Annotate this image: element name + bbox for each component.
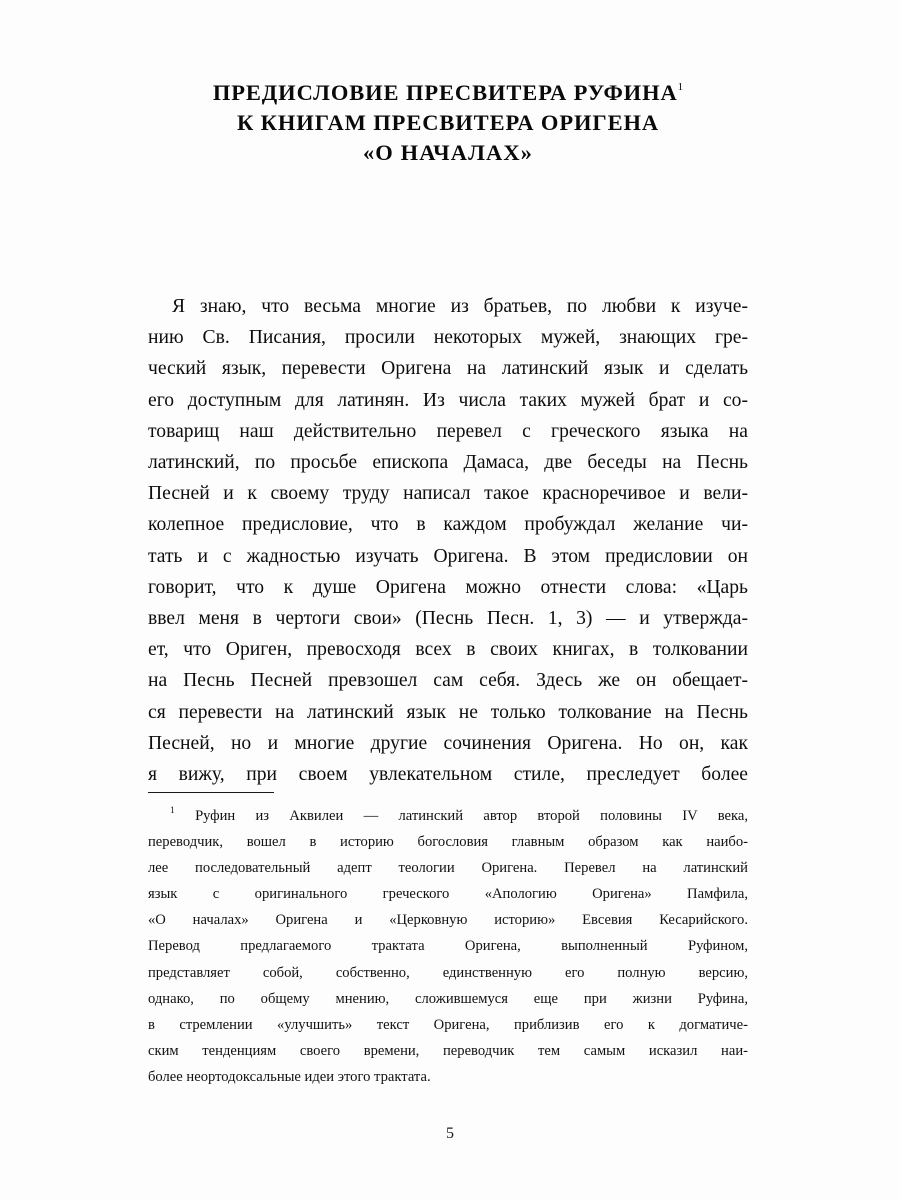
footnote-line: в стремлении «улучшить» текст Оригена, приблизив его к догматиче- — [148, 1016, 748, 1033]
footnote-line: более неортодоксальные идеи этого трактата. — [148, 1068, 431, 1085]
body-line: Песней, но и многие другие сочинения Оригена. Но он, как — [148, 732, 748, 754]
footnote-separator-rule — [148, 792, 274, 793]
footnote-line: однако, по общему мнению, сложившемуся еще при жизни Руфина, — [148, 990, 748, 1007]
footnote — [148, 803, 748, 1090]
body-line: я вижу, при своем увлекательном стиле, преследует более — [148, 764, 748, 786]
footnote-line: лее последовательный адепт теологии Оригена. Перевел на латинский — [148, 860, 748, 877]
body-line: ет, что Ориген, превосходя всех в своих книгах, в толковании — [148, 639, 748, 661]
page-number: 5 — [446, 1125, 454, 1142]
body-line: говорит, что к душе Оригена можно отнести слова: «Царь — [148, 576, 748, 598]
title-line-1 — [148, 78, 748, 108]
footnote-line: представляет собой, собственно, единственную его полную версию, — [148, 964, 748, 981]
body-line: Песней и к своему труду написал такое красноречивое и вели- — [148, 483, 748, 505]
footnote-line-text: Руфин из Аквилеи — латинский автор второй половины IV века, — [195, 808, 748, 824]
title-line-2: К КНИГАМ ПРЕСВИТЕРА ОРИГЕНА — [236, 110, 660, 135]
body-line: товарищ наш действительно перевел с греческого языка на — [148, 420, 748, 442]
footnote-line: ским тенденциям своего времени, переводчик тем самым исказил наи- — [148, 1042, 748, 1059]
body-line: Я знаю, что весьма многие из братьев, по любви к изуче- — [172, 296, 748, 317]
body-line: ся перевести на латинский язык не только толкование на Песнь — [148, 701, 748, 723]
body-line: на Песнь Песней превзошел сам себя. Здесь же он обещает- — [148, 670, 748, 692]
body-line: его доступным для латинян. Из числа таких мужей брат и со- — [148, 389, 748, 411]
title-line-3: «О НАЧАЛАХ» — [362, 140, 534, 165]
footnote-marker: 1 — [170, 806, 175, 817]
footnote-line: «О началах» Оригена и «Церковную историю» Евсевия Кесарийского. — [148, 912, 748, 929]
body-line: колепное предисловие, что в каждом пробуждал желание чи- — [148, 514, 748, 536]
page-title — [148, 78, 748, 168]
title-line-1-text: ПРЕДИСЛОВИЕ ПРЕСВИТЕРА РУФИНА — [212, 80, 678, 105]
footnote-line — [148, 803, 748, 829]
body-line: нию Св. Писания, просили некоторых мужей, знающих гре- — [148, 327, 748, 349]
body-line: латинский, по просьбе епископа Дамаса, две беседы на Песнь — [148, 452, 748, 474]
body-line: ческий язык, перевести Оригена на латинский язык и сделать — [148, 358, 748, 380]
footnote-line: Перевод предлагаемого трактата Оригена, выполненный Руфином, — [148, 938, 748, 955]
body-line: тать и с жадностью изучать Оригена. В этом предисловии он — [148, 545, 748, 567]
footnote-line: переводчик, вошел в историю богословия главным образом как наибо- — [148, 834, 748, 851]
body-line: ввел меня в чертоги свои» (Песнь Песн. 1, 3) — и утвержда- — [148, 608, 748, 630]
title-footnote-marker: 1 — [677, 80, 684, 93]
footnote-line: язык с оригинального греческого «Апологию Оригена» Памфила, — [148, 886, 748, 903]
body-paragraph — [148, 291, 748, 790]
